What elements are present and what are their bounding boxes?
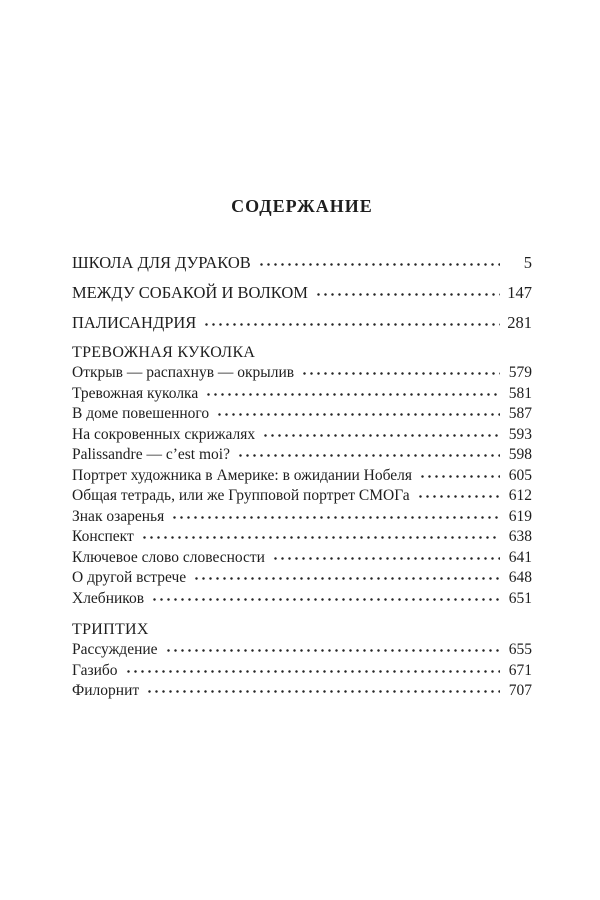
dot-leader [315,293,500,298]
toc-entry-label: Открыв — распахнув — окрылив [72,364,295,381]
toc-row [72,384,532,405]
dot-leader [151,598,500,603]
toc-entry-label: МЕЖДУ СОБАКОЙ И ВОЛКОМ [72,283,308,302]
toc-page-number: 612 [508,487,532,504]
toc-entry-label: Газибо [72,661,118,679]
toc-entry-label: Филорнит [72,682,140,699]
toc-entry-label: Знак озаренья [72,507,165,525]
toc-row [72,466,532,487]
toc-row [72,661,532,682]
toc-row [72,404,532,425]
toc-entry-label: Общая тетрадь, или же Групповой портрет СМОГа [72,487,410,504]
toc-page-number: 581 [508,384,532,402]
toc-page-number: 5 [523,253,532,272]
toc-entry-label: Ключевое слово словесности [72,548,265,566]
toc-entry-label: Портрет художника в Америке: в ожидании Нобеля [72,466,413,484]
dot-leader [193,577,500,582]
toc-page-number: 281 [507,313,532,332]
dot-leader [262,434,500,439]
toc-row [72,253,532,272]
dot-leader [141,536,500,541]
toc-page-number: 638 [508,528,532,545]
toc-entry-label: Конспект [72,528,134,545]
toc-row [72,548,532,569]
toc-entry-label: О другой встрече [72,569,187,586]
toc-row [72,507,532,528]
toc-row [72,313,532,332]
toc-row [72,283,532,302]
dot-leader [203,323,500,328]
toc-row [72,681,532,702]
toc-page-number: 598 [508,446,532,463]
toc-page-number: 651 [508,589,532,607]
toc-page-number: 648 [508,569,532,586]
toc-entry-label: ШКОЛА ДЛЯ ДУРАКОВ [72,253,251,272]
toc-page-number: 579 [508,364,532,381]
toc-entry-label: В доме повешенного [72,405,210,422]
toc-row [72,640,532,661]
dot-leader [205,393,500,398]
dot-leader [171,516,500,521]
toc-page-number: 147 [507,283,532,302]
toc-row [72,568,532,589]
toc-row [72,445,532,466]
toc-entry-label: Рассуждение [72,641,158,658]
dot-leader [258,263,500,268]
section-heading: ТРИПТИХ [72,621,149,638]
toc-page-number: 641 [508,548,532,566]
toc-row [72,425,532,446]
dot-leader [301,372,500,377]
toc-page-number: 619 [508,507,532,525]
toc-row [72,527,532,548]
dot-leader [419,475,500,480]
toc-entry-label: На сокровенных скрижалях [72,425,256,443]
page-title: СОДЕРЖАНИЕ [231,196,373,216]
toc-row [72,486,532,507]
toc-page-number: 593 [508,425,532,443]
toc-page-number: 671 [508,661,532,679]
toc-entry-label: Palissandre — c’est moi? [72,446,230,463]
toc-row [72,363,532,384]
dot-leader [272,557,500,562]
dot-leader [165,649,500,654]
dot-leader [125,670,500,675]
toc-entry-label: ПАЛИСАНДРИЯ [72,313,197,332]
toc-entry-label: Тревожная куколка [72,384,199,402]
toc-groups [72,253,532,702]
toc-page-number: 655 [508,641,532,658]
toc-page-number: 605 [508,466,532,484]
dot-leader [237,454,500,459]
toc-page-number: 707 [508,682,532,699]
toc-row [72,589,532,610]
dot-leader [417,495,500,500]
dot-leader [216,413,500,418]
section-heading: ТРЕВОЖНАЯ КУКОЛКА [72,344,256,361]
dot-leader [146,690,500,695]
toc-entry-label: Хлебников [72,589,145,607]
toc-page-number: 587 [508,405,532,422]
